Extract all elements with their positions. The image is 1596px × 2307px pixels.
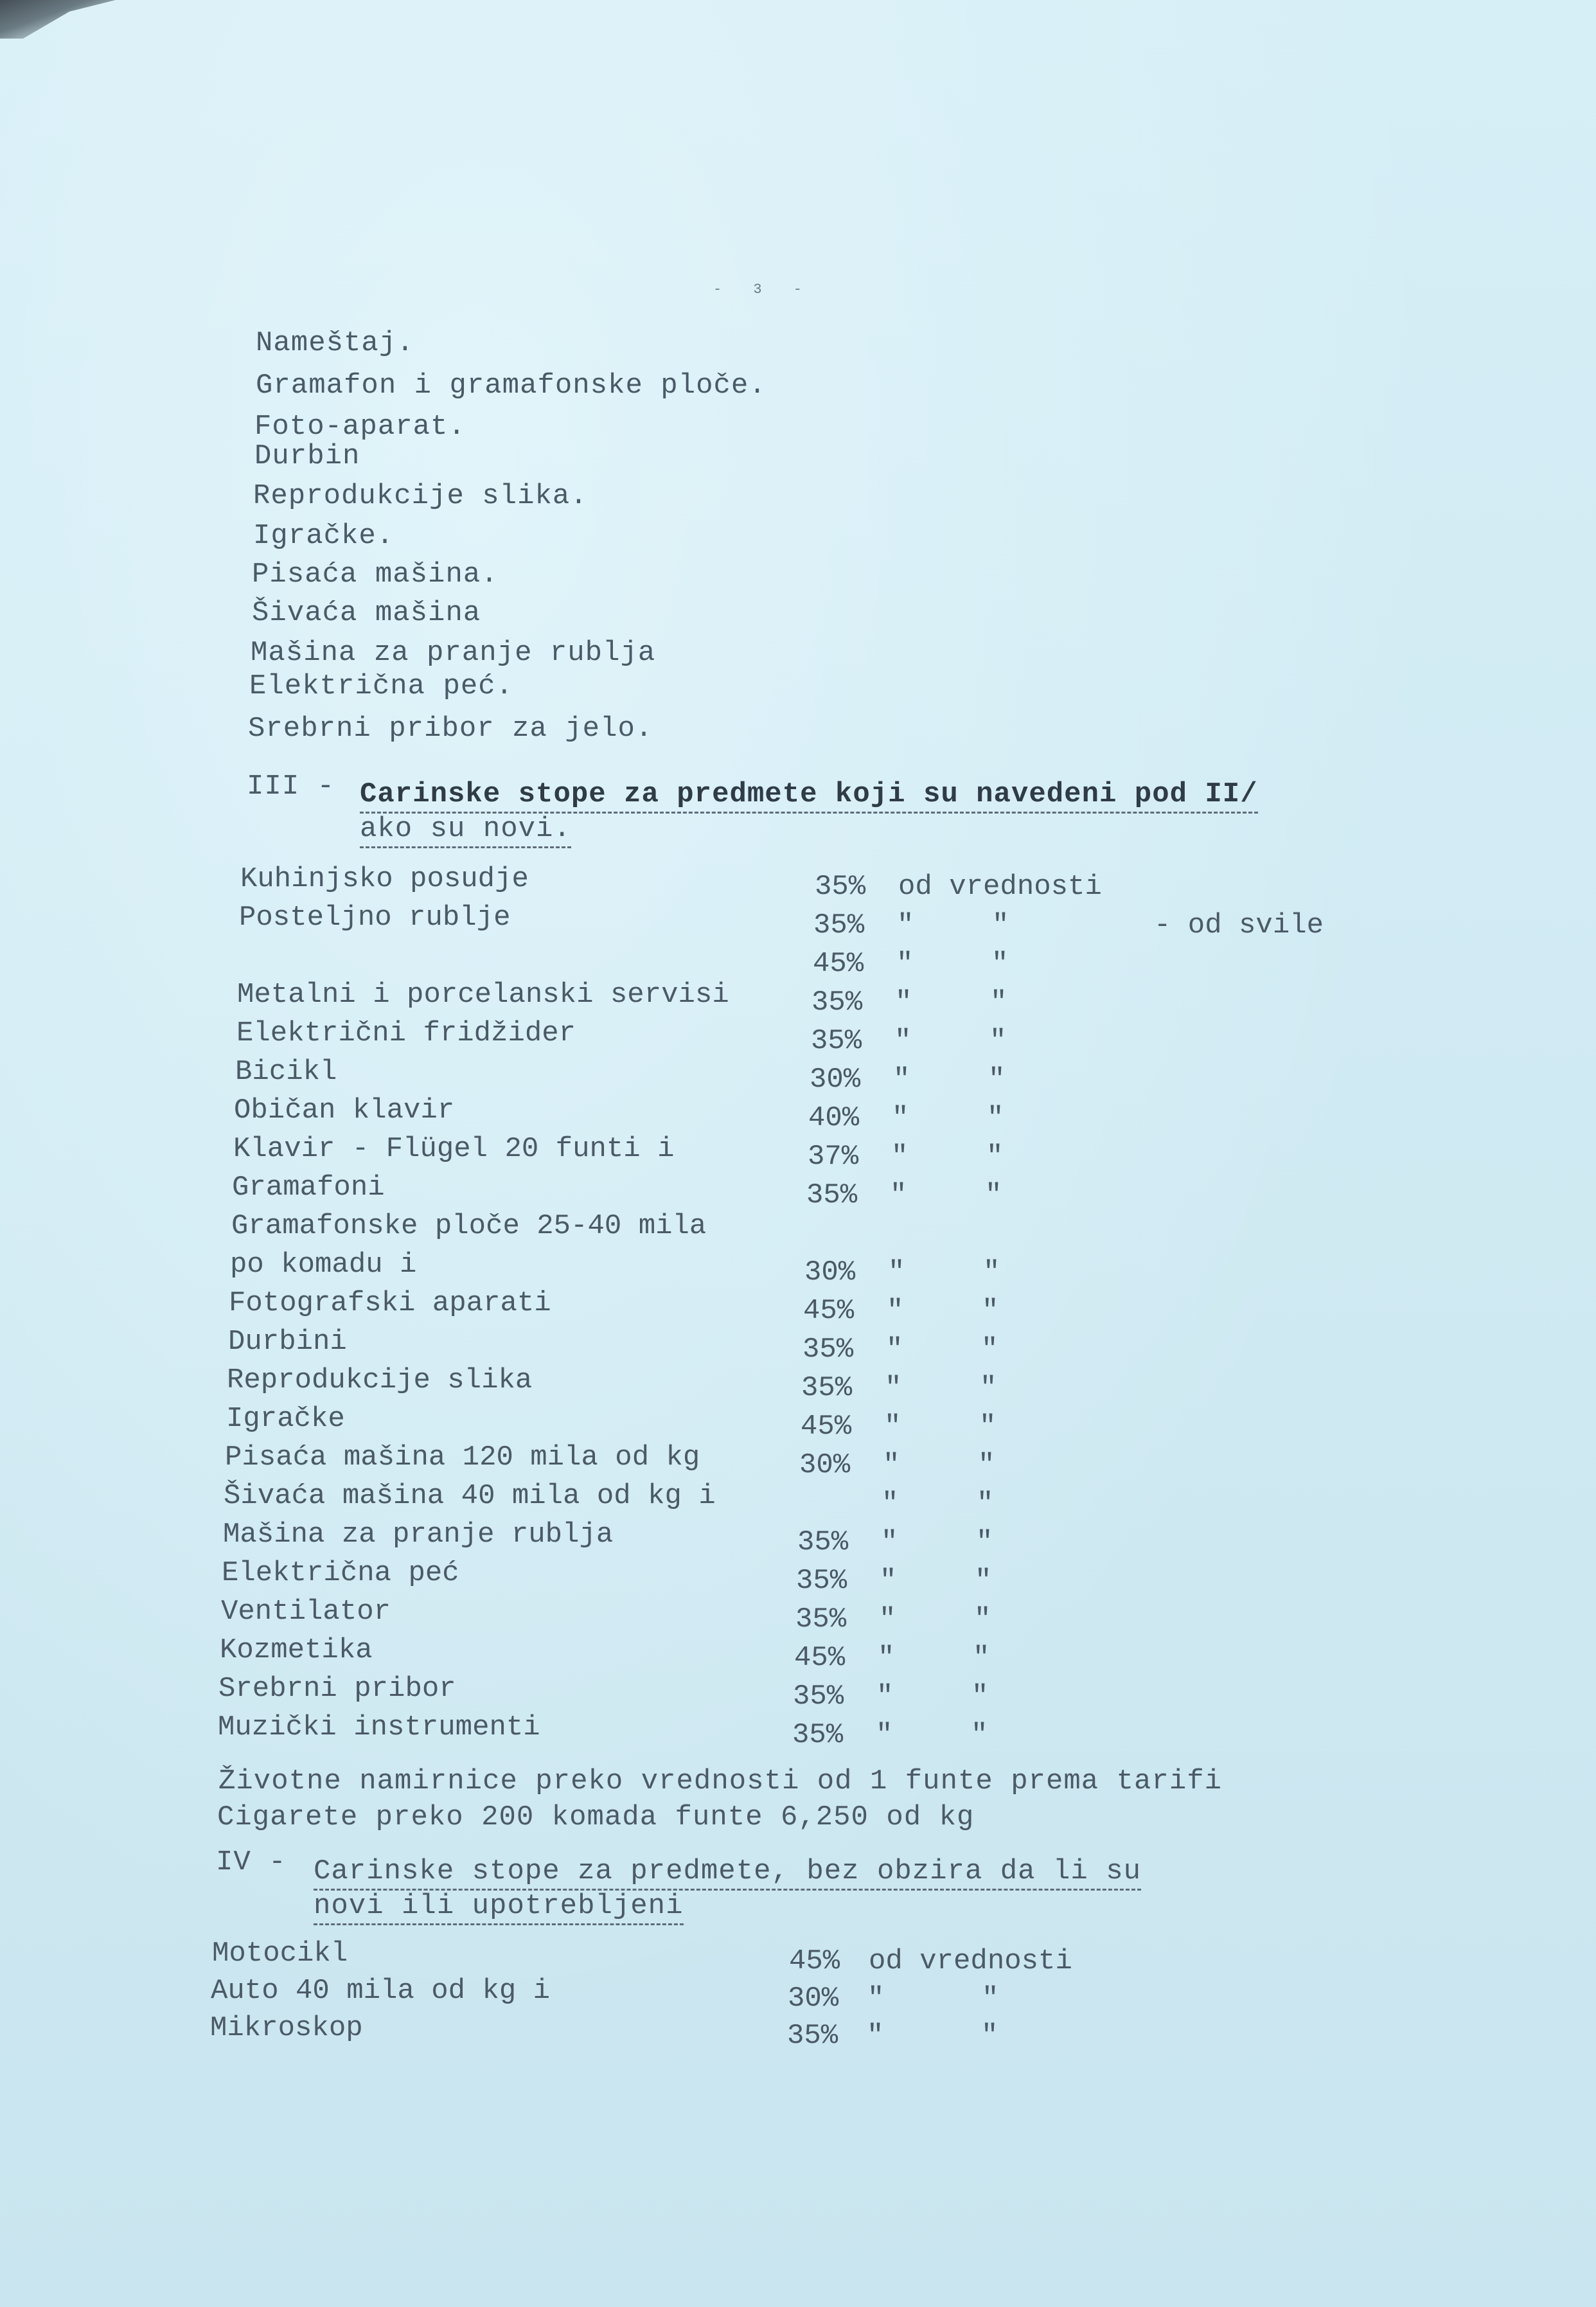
ditto-mark: " [971,1719,988,1751]
rate-value: 37% [808,1141,859,1173]
item-name: Električna peć [222,1557,459,1589]
rate-value: 30% [804,1256,856,1288]
item-name: Kozmetika [220,1634,373,1666]
list-item: Igračke. [253,520,395,552]
rate-value: 45% [813,948,864,980]
item-name: Klavir - Flügel 20 funti i [233,1133,675,1165]
section-4-title-line1: Carinske stope za predmete, bez obzira da li su [314,1855,1141,1891]
item-name: Reprodukcije slika [227,1364,533,1396]
rate-value: 30% [788,1982,839,2015]
ditto-mark: " [891,1141,909,1173]
ditto-mark: " [985,1179,1002,1211]
section-3-title-line2: ako su novi. [360,813,571,848]
ditto-mark: " [883,1449,900,1481]
ditto-mark: od vrednosti [869,1945,1072,1977]
ditto-mark: " [896,948,914,980]
ditto-mark: " [979,1411,997,1443]
item-name: Fotografski aparati [229,1287,551,1319]
ditto-mark: " [886,1333,903,1366]
ditto-mark: " [986,1141,1004,1173]
section-3-footer-food: Životne namirnice preko vrednosti od 1 funte prema tarifi [218,1765,1223,1797]
ditto-mark: " [991,948,1009,980]
rate-value: 35% [795,1603,847,1635]
rate-note: - od svile [1154,909,1324,941]
ditto-mark: " [882,1488,899,1520]
rate-value: 45% [801,1411,852,1443]
ditto-mark: " [887,1295,904,1327]
ditto-mark: " [867,1982,885,2015]
item-name: Metalni i porcelanski servisi [237,979,729,1011]
item-name: Gramafonske ploče 25-40 mila [231,1210,707,1242]
list-item: Srebrni pribor za jelo. [248,713,653,745]
item-name: po komadu i [230,1249,417,1281]
rate-value: 35% [787,2020,838,2052]
ditto-mark: " [890,1179,907,1211]
rate-value: 35% [811,1025,862,1057]
item-name: Bicikl [235,1056,337,1088]
item-name: Posteljno rublje [239,902,511,934]
list-item: Durbin [254,440,360,472]
item-name: Mikroskop [210,2012,363,2044]
rate-value: 35% [815,871,866,903]
list-item: Foto-aparat. [254,411,466,443]
ditto-mark: " [992,909,1009,941]
item-name: Igračke [226,1403,345,1435]
ditto-mark: " [990,986,1007,1019]
section-3-numeral: III - [247,770,335,803]
rate-value: 35% [813,909,865,941]
ditto-mark: " [978,1449,995,1481]
ditto-mark: " [981,2020,998,2052]
section-4-title-line2: novi ili upotrebljeni [314,1890,684,1925]
item-name: Auto 40 mila od kg i [211,1975,551,2007]
item-name: Ventilator [221,1596,391,1628]
ditto-mark: " [983,1256,1000,1288]
ditto-mark: " [987,1102,1004,1134]
list-item: Mašina za pranje rublja [251,637,656,669]
ditto-mark: " [884,1411,901,1443]
rate-value: 40% [808,1102,860,1134]
ditto-mark: " [894,1025,912,1057]
rate-value: 30% [799,1449,851,1481]
ditto-mark: " [976,1526,993,1558]
item-name: Mašina za pranje rublja [223,1519,614,1551]
item-name: Električni fridžider [236,1017,576,1049]
ditto-mark: " [975,1565,992,1597]
rate-value: 35% [801,1372,853,1404]
ditto-mark: " [973,1642,990,1674]
ditto-mark: " [881,1526,898,1558]
rate-value: 45% [803,1295,855,1327]
section-3-title-line1: Carinske stope za predmete koji su navedeni pod II/ [360,778,1258,814]
item-name: Pisaća mašina 120 mila od kg [225,1441,700,1474]
ditto-mark: " [977,1488,994,1520]
ditto-mark: " [888,1256,905,1288]
rate-value: 35% [806,1179,858,1211]
item-name: Šivaća mašina 40 mila od kg i [224,1480,716,1512]
item-name: Srebrni pribor [218,1673,456,1705]
rate-value: 35% [811,986,863,1019]
ditto-mark: " [880,1565,897,1597]
rate-value: 30% [810,1064,861,1096]
ditto-mark: " [885,1372,902,1404]
torn-corner [0,0,116,39]
ditto-mark: " [988,1064,1006,1096]
ditto-mark: od vrednosti [898,871,1102,903]
list-item: Šivaća mašina [252,597,481,629]
ditto-mark: " [897,909,914,941]
ditto-mark: " [879,1603,896,1635]
ditto-mark: " [982,1982,999,2015]
rate-value: 35% [797,1526,849,1558]
ditto-mark: " [981,1333,998,1366]
ditto-mark: " [876,1680,894,1713]
ditto-mark: " [878,1642,895,1674]
section-3-footer-cigarettes: Cigarete preko 200 komada funte 6,250 od kg [217,1801,975,1833]
item-name: Muzički instrumenti [218,1711,540,1743]
list-item: Nameštaj. [256,327,414,359]
rate-value: 35% [796,1565,847,1597]
ditto-mark: " [982,1295,999,1327]
item-name: Običan klavir [234,1094,455,1127]
ditto-mark: " [876,1719,893,1751]
ditto-mark: " [895,986,912,1019]
rate-value: 35% [793,1680,844,1713]
rate-value: 35% [792,1719,844,1751]
list-item: Električna peć. [249,670,514,702]
item-name: Kuhinjsko posudje [240,863,529,895]
rate-value: 35% [802,1333,854,1366]
ditto-mark: " [892,1102,909,1134]
ditto-mark: " [893,1064,910,1096]
list-item: Gramafon i gramafonske ploče. [256,370,767,402]
ditto-mark: " [989,1025,1007,1057]
ditto-mark: " [971,1680,989,1713]
item-name: Motocikl [212,1937,348,1970]
page-number-marker: - 3 - [713,281,814,298]
item-name: Gramafoni [232,1171,385,1204]
ditto-mark: " [980,1372,997,1404]
ditto-mark: " [974,1603,991,1635]
ditto-mark: " [867,2020,884,2052]
rate-value: 45% [794,1642,846,1674]
list-item: Pisaća mašina. [252,558,499,591]
rate-value: 45% [789,1945,840,1977]
section-4-numeral: IV - [216,1846,287,1878]
list-item: Reprodukcije slika. [253,480,588,512]
item-name: Durbini [228,1326,347,1358]
